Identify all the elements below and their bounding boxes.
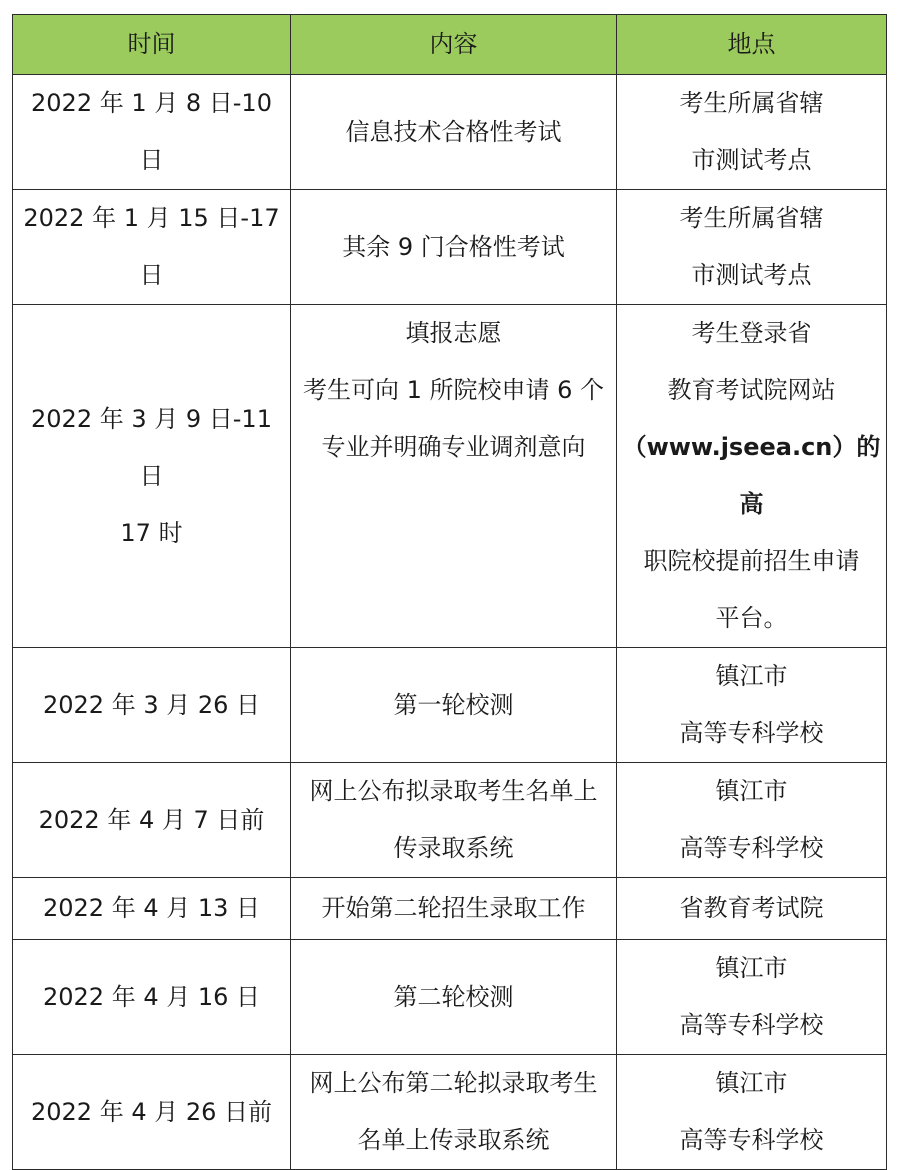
table-row [13, 940, 887, 1055]
place-line: 平台。 [715, 604, 788, 632]
place-line: 考生登录省 [691, 319, 812, 347]
place-line: 考生所属省辖 [679, 89, 824, 117]
schedule-table [12, 14, 887, 1170]
time-line: 2022 年 3 月 9 日-11 日 [31, 404, 272, 490]
place-line: 镇江市 [715, 954, 788, 982]
time-line: 2022 年 4 月 7 日前 [38, 805, 265, 834]
place-cell [617, 190, 887, 305]
time-cell [13, 190, 291, 305]
header-row [13, 15, 887, 75]
time-line: 2022 年 3 月 26 日 [42, 690, 261, 719]
header-content: 内容 [291, 15, 617, 75]
place-cell [617, 763, 887, 878]
place-line: 高等专科学校 [679, 1126, 824, 1154]
content-line: 其余 9 门合格性考试 [342, 232, 565, 261]
place-line: 镇江市 [715, 1069, 788, 1097]
time-line: 2022 年 1 月 8 日-10 日 [31, 89, 272, 174]
content-line: 网上公布拟录取考生名单上 [309, 777, 598, 805]
content-line: 专业并明确专业调剂意向 [321, 433, 586, 461]
content-cell [291, 305, 617, 648]
time-cell [13, 75, 291, 190]
content-line: 第二轮校测 [393, 982, 514, 1011]
content-cell [291, 190, 617, 305]
table-row [13, 1055, 887, 1170]
content-line: 第一轮校测 [393, 690, 514, 719]
table-row [13, 878, 887, 940]
place-cell [617, 1055, 887, 1170]
place-cell [617, 305, 887, 648]
place-line: 镇江市 [715, 777, 788, 805]
time-cell [13, 305, 291, 648]
time-line: 2022 年 4 月 16 日 [42, 982, 261, 1011]
content-line: 网上公布第二轮拟录取考生 [309, 1069, 598, 1097]
content-cell [291, 1055, 617, 1170]
time-cell [13, 648, 291, 763]
content-cell [291, 75, 617, 190]
time-cell [13, 1055, 291, 1170]
place-line: 市测试考点 [691, 261, 812, 289]
place-cell [617, 878, 887, 940]
place-cell [617, 75, 887, 190]
table-row [13, 648, 887, 763]
content-line: 填报志愿 [405, 319, 502, 347]
header-place: 地点 [617, 15, 887, 75]
content-line: 信息技术合格性考试 [345, 117, 562, 146]
table-row [13, 75, 887, 190]
place-line: 考生所属省辖 [679, 204, 824, 232]
place-line: 高等专科学校 [679, 719, 824, 747]
content-cell [291, 763, 617, 878]
place-cell [617, 648, 887, 763]
time-cell [13, 763, 291, 878]
content-line: 开始第二轮招生录取工作 [321, 894, 586, 922]
time-line: 2022 年 1 月 15 日-17 日 [23, 204, 280, 289]
header-time: 时间 [13, 15, 291, 75]
content-cell [291, 878, 617, 940]
table-row [13, 305, 887, 648]
time-line: 2022 年 4 月 13 日 [42, 894, 261, 922]
place-line-url: （www.jseea.cn）的高 [622, 433, 881, 518]
place-line: 高等专科学校 [679, 834, 824, 862]
content-cell [291, 940, 617, 1055]
content-line: 考生可向 1 所院校申请 6 个 [302, 376, 605, 404]
content-line: 传录取系统 [393, 834, 514, 862]
table-row [13, 763, 887, 878]
place-line: 高等专科学校 [679, 1011, 824, 1039]
time-line: 2022 年 4 月 26 日前 [30, 1097, 273, 1126]
content-line: 名单上传录取系统 [357, 1126, 550, 1154]
time-cell [13, 878, 291, 940]
time-line: 17 时 [120, 518, 183, 547]
place-line: 市测试考点 [691, 146, 812, 174]
table-row [13, 190, 887, 305]
place-line: 职院校提前招生申请 [643, 547, 860, 575]
place-line: 教育考试院网站 [667, 376, 836, 404]
content-cell [291, 648, 617, 763]
place-line: 省教育考试院 [679, 894, 824, 922]
place-cell [617, 940, 887, 1055]
time-cell [13, 940, 291, 1055]
place-line: 镇江市 [715, 662, 788, 690]
